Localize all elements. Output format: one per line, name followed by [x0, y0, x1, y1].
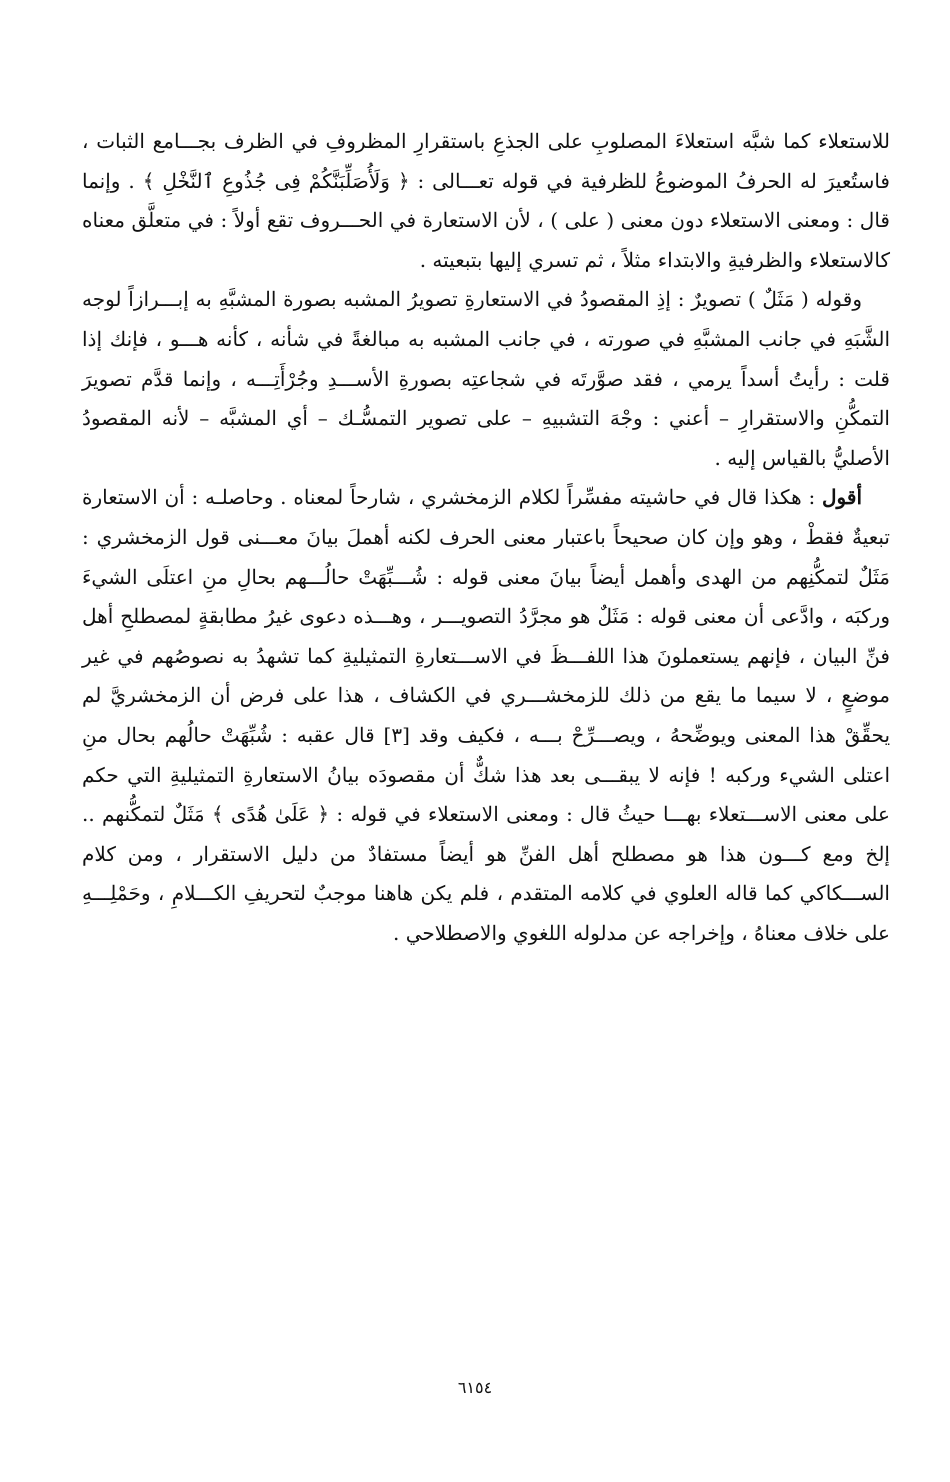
body-text	[82, 122, 890, 953]
paragraph-2	[82, 280, 890, 478]
paragraph-2-text: وقوله ( مَثَلٌ ) تصويرٌ : إذِ المقصودُ في الاستعارةِ تصويرُ المشبه بصورة المشبَّهِ به إبـــرازاً لوجه الشَّبَهِ في جانب المشبَّهِ في صورته ، في جانب المشبه به مبالغةً في شأنه ، كأنه هـــو ، فإنك إذا قلت : رأيتُ أسداً يرمي ، فقد صوَّرتَه في شجاعتِه بصورةِ الأســـدِ وجُرْأَتِـــه ، وإنما قدَّم تصويرَ التمكُّنِ والاستقرارِ – أعني : وجْهَ التشبيهِ – على تصوير التمسُّـك – أي المشبَّه – لأنه المقصودُ الأصليُّ بالقياس إليه .	[82, 287, 890, 470]
paragraph-1	[82, 122, 890, 280]
paragraph-1-text: للاستعلاء كما شبَّه استعلاءَ المصلوبِ على الجذعِ باستقرارِ المظروفِ في الظرف بجـــامع الثبات ، فاستُعيرَ له الحرفُ الموضوعُ للظرفية في قوله تعـــالى : ﴿ وَلَأُصَلِّبَنَّكُمْ فِى جُذُوعِ ٱلنَّخْلِ ﴾ . وإنما قال : ومعنى الاستعلاء دون معنى ( على ) ، لأن الاستعارة في الحـــروف تقع أولاً : في متعلَّق معناه كالاستعلاء والظرفيةِ والابتداء مثلاً ، ثم تسري إليها بتبعيته .	[82, 129, 890, 272]
paragraph-3-lead-word: أقول	[822, 485, 862, 510]
paragraph-3	[82, 478, 890, 953]
paragraph-3-text: : هكذا قال في حاشيته مفسِّراً لكلام الزمخشري ، شارحاً لمعناه . وحاصلـه : أن الاستعارة تبعيةٌ فقطْ ، وهو وإن كان صحيحاً باعتبار معنى الحرف لكنه أهملَ بيانَ معـــنى قول الزمخشري : مَثَلٌ لتمكُّنِهم من الهدى وأهمل أيضاً بيانَ معنى قوله : شُـــبِّهَتْ حالُـــهم بحالِ منِ اعتلَى الشيءَ وركبَه ، وادَّعى أن معنى قوله : مَثَلٌ هو مجرَّدُ التصويـــر ، وهـــذه دعوى غيرُ مطابقةٍ لمصطلحِ أهل فنِّ البيان ، فإنهم يستعملونَ هذا اللفـــظَ في الاســـتعارةِ التمثيليةِ كما تشهدُ به نصوصُهم في غير موضعٍ ، لا سيما ما يقع من ذلك للزمخشـــري في الكشاف ، هذا على فرض أن الزمخشريَّ لم يحقِّقْ هذا المعنى ويوضِّحهُ ، ويصـــرِّحْ بـــه ، فكيف وقد [٣] قال عقبه : شُبِّهَتْ حالُهم بحال منِ اعتلى الشيء وركبه ! فإنه لا يبقـــى بعد هذا شكٌّ أن مقصودَه بيانُ الاستعارةِ التمثيليةِ التي حكم على معنى الاســـتعلاء بهـــا حيثُ قال : ومعنى الاستعلاء في قوله : ﴿ عَلَىٰ هُدًى ﴾ مَثَلٌ لتمكُّنهم .. إلخ ومع كـــون هذا هو مصطلح أهل الفنِّ هو أيضاً مستفادٌ من دليل الاستقرار ، ومن كلام الســـكاكي كما قاله العلوي في كلامه المتقدم ، فلم يكن هاهنا موجبٌ لتحريفِ الكـــلامِ ، وحَمْلِـــهِ على خلاف معناهُ ، وإخراجه عن مدلوله اللغوي والاصطلاحي .	[82, 485, 891, 945]
page-number: ٦١٥٤	[457, 1378, 493, 1397]
